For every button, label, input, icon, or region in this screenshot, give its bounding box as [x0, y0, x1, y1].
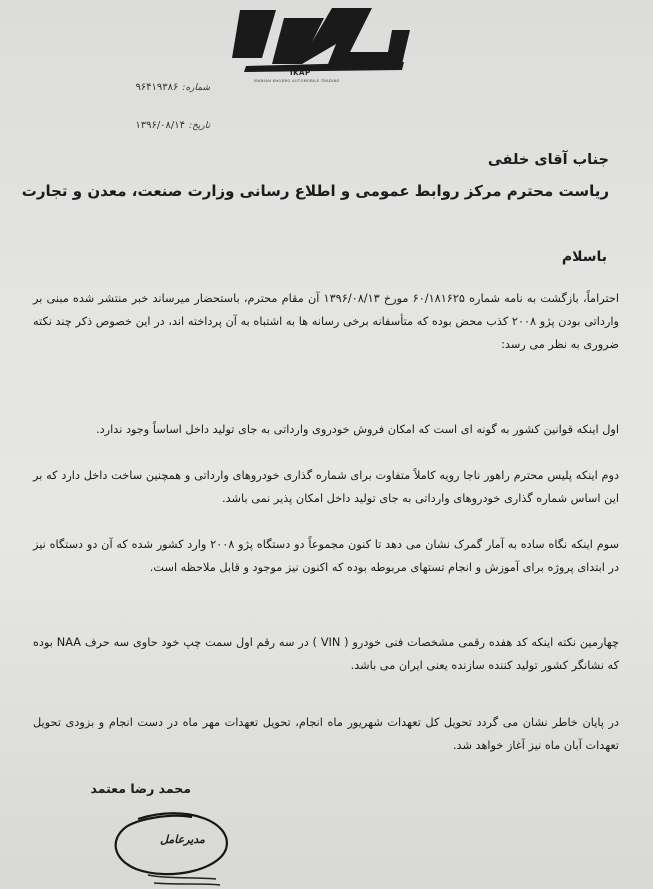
subject-line: ریاست محترم مرکز روابط عمومی و اطلاع رسانی وزارت صنعت، معدن و تجارت: [21, 182, 609, 200]
logo-subtext: IRANIAN KHODRO AUTOMOBILE TRADING: [254, 79, 340, 83]
signer-name: محمد رضا معتمد: [90, 781, 191, 796]
paragraph-first-point: اول اینکه قوانین کشور به گونه ای است که امکان فروش خودروی وارداتی به جای تولید داخل اساساً وجود ندارد.: [96, 423, 619, 436]
letter-date-value: ۱۳۹۶/۰۸/۱۴: [135, 120, 186, 131]
letter-number-label: شماره:: [182, 83, 210, 93]
paragraph-intro: احتراماً، بازگشت به نامه شماره ۶۰/۱۸۱۶۲۵ مورخ ۱۳۹۶/۰۸/۱۳ آن مقام محترم، باستحضار میرساند خبر منتشر شده مبنی بر وارداتی بودن پژو ۲۰۰۸ کذب محض بوده که متأسفانه برخی رسانه ها به اشتباه به آن پرداخته اند، در این خصوص ذکر چند نکته ضروری به نظر می رسد:: [33, 292, 620, 351]
logo-text: IKAP: [290, 69, 311, 77]
paragraph-fourth-point: چهارمین نکته اینکه کد هفده رقمی مشخصات فنی خودرو ( VIN ) در سه رقم اول سمت چپ خود حاوی سه حرف NAA بوده که نشانگر کشور تولید کننده سازنده یعنی ایران می باشد.: [33, 636, 619, 672]
signer-title: مدیرعامل: [160, 833, 205, 846]
handwritten-signature: [108, 805, 238, 889]
salutation: باسلام: [561, 249, 607, 265]
paragraph-closing: در پایان خاطر نشان می گردد تحویل کل تعهدات شهریور ماه انجام، تحویل تعهدات مهر ماه در دست انجام و بزودی تحویل تعهدات آبان ماه نیز آغاز خواهد شد.: [33, 716, 619, 752]
letter-date-label: تاریخ:: [189, 121, 210, 131]
paragraph-third-point: سوم اینکه نگاه ساده به آمار گمرک نشان می دهد تا کنون مجموعاً دو دستگاه پژو ۲۰۰۸ وارد کشور شده که آن دو دستگاه نیز در ابتدای پروژه برای آموزش و انجام تستهای مربوطه بوده که اکنون نیز موجود و قابل ملاحظه است.: [33, 538, 620, 574]
letter-number: [90, 82, 210, 100]
letter-number-value: ۹۶۴۱۹۳۸۶: [135, 82, 179, 93]
addressee: جناب آقای خلفی: [487, 152, 609, 168]
paragraph-second-point: دوم اینکه پلیس محترم راهور ناجا رویه کاملاً متفاوت برای شماره گذاری خودروهای وارداتی و همچنین ساخت داخل دارد که بر این اساس شماره گذاری خودروهای وارداتی به جای تولید داخل امکان پذیر نمی باشد.: [33, 469, 619, 505]
letter-date: [90, 120, 210, 138]
